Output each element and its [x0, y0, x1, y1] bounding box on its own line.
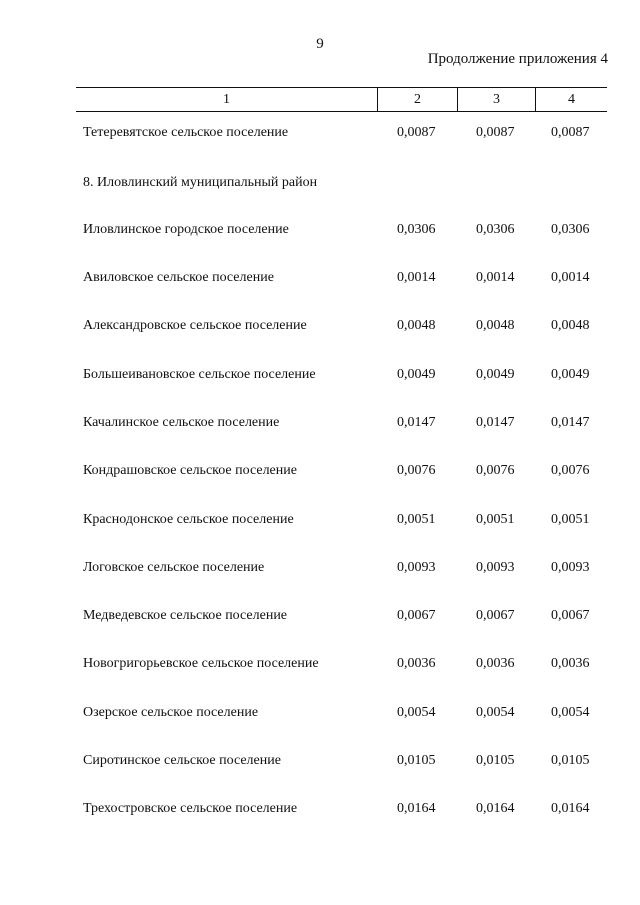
header-col-4: 4	[535, 88, 607, 111]
value-col-4: 0,0093	[551, 560, 590, 575]
table-row	[0, 222, 640, 242]
table-row	[0, 125, 640, 145]
table-row	[0, 318, 640, 338]
value-col-4: 0,0105	[551, 753, 590, 768]
value-col-2: 0,0164	[397, 801, 436, 816]
table-row	[0, 705, 640, 725]
value-col-4: 0,0014	[551, 270, 590, 285]
table-row	[0, 801, 640, 821]
value-col-2: 0,0076	[397, 463, 436, 478]
value-col-2: 0,0014	[397, 270, 436, 285]
section-title: 8. Иловлинский муниципальный район	[83, 175, 318, 190]
settlement-name: Александровское сельское поселение	[83, 318, 307, 333]
value-col-2: 0,0093	[397, 560, 436, 575]
table-row	[0, 656, 640, 676]
continuation-caption: Продолжение приложения 4	[427, 51, 608, 67]
value-col-4: 0,0076	[551, 463, 590, 478]
value-col-4: 0,0067	[551, 608, 590, 623]
settlement-name: Новогригорьевское сельское поселение	[83, 656, 319, 671]
value-col-2: 0,0147	[397, 415, 436, 430]
value-col-4: 0,0051	[551, 512, 590, 527]
value-col-2: 0,0105	[397, 753, 436, 768]
value-col-2: 0,0049	[397, 367, 436, 382]
settlement-name: Иловлинское городское поселение	[83, 222, 289, 237]
value-col-2: 0,0036	[397, 656, 436, 671]
value-col-4: 0,0048	[551, 318, 590, 333]
value-col-3: 0,0049	[476, 367, 515, 382]
value-col-4: 0,0147	[551, 415, 590, 430]
header-col-2: 2	[377, 88, 457, 111]
value-col-2: 0,0067	[397, 608, 436, 623]
settlement-name: Большеивановское сельское поселение	[83, 367, 316, 382]
table-row	[0, 753, 640, 773]
value-col-3: 0,0036	[476, 656, 515, 671]
value-col-2: 0,0054	[397, 705, 436, 720]
value-col-3: 0,0048	[476, 318, 515, 333]
value-col-2: 0,0306	[397, 222, 436, 237]
value-col-3: 0,0054	[476, 705, 515, 720]
table-header	[76, 87, 607, 112]
settlement-name: Логовское сельское поселение	[83, 560, 265, 575]
value-col-3: 0,0076	[476, 463, 515, 478]
settlement-name: Авиловское сельское поселение	[83, 270, 274, 285]
table-row	[0, 608, 640, 628]
settlement-name: Трехостровское сельское поселение	[83, 801, 298, 816]
value-col-4: 0,0049	[551, 367, 590, 382]
value-col-4: 0,0164	[551, 801, 590, 816]
table-row	[0, 463, 640, 483]
table-row	[0, 512, 640, 532]
value-col-2: 0,0048	[397, 318, 436, 333]
table-row	[0, 270, 640, 290]
value-col-3: 0,0105	[476, 753, 515, 768]
value-col-3: 0,0087	[476, 125, 515, 140]
page-number: 9	[316, 36, 324, 52]
value-col-3: 0,0093	[476, 560, 515, 575]
value-col-3: 0,0164	[476, 801, 515, 816]
table-row	[0, 560, 640, 580]
header-col-3: 3	[457, 88, 535, 111]
settlement-name: Тетеревятское сельское поселение	[83, 125, 289, 140]
value-col-3: 0,0051	[476, 512, 515, 527]
settlement-name: Озерское сельское поселение	[83, 705, 259, 720]
value-col-4: 0,0036	[551, 656, 590, 671]
value-col-4: 0,0054	[551, 705, 590, 720]
value-col-3: 0,0014	[476, 270, 515, 285]
settlement-name: Кондрашовское сельское поселение	[83, 463, 297, 478]
value-col-2: 0,0087	[397, 125, 436, 140]
value-col-4: 0,0306	[551, 222, 590, 237]
value-col-3: 0,0147	[476, 415, 515, 430]
table-row	[0, 415, 640, 435]
settlement-name: Медведевское сельское поселение	[83, 608, 288, 623]
settlement-name: Качалинское сельское поселение	[83, 415, 280, 430]
header-col-1: 1	[223, 91, 230, 107]
table-row	[0, 367, 640, 387]
value-col-2: 0,0051	[397, 512, 436, 527]
value-col-3: 0,0306	[476, 222, 515, 237]
settlement-name: Краснодонское сельское поселение	[83, 512, 294, 527]
value-col-4: 0,0087	[551, 125, 590, 140]
settlement-name: Сиротинское сельское поселение	[83, 753, 281, 768]
value-col-3: 0,0067	[476, 608, 515, 623]
